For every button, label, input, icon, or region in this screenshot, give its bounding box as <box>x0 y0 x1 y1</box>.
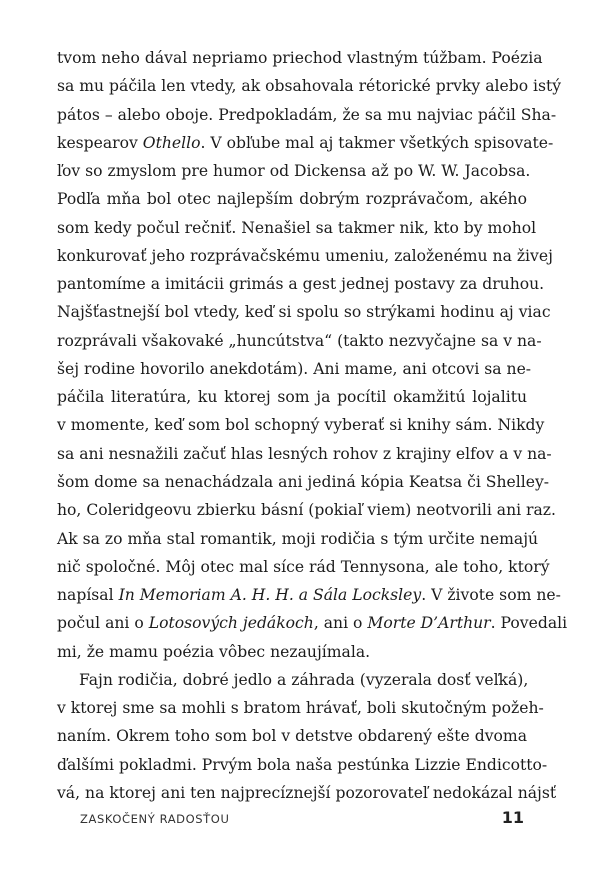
running-footer-title: ZASKOČENÝ RADOSŤOU <box>80 812 230 826</box>
text-run: rozprávali všakovaké „huncútstva“ (takto nezvyčajne sa v na- <box>57 331 542 350</box>
text-run: nič spoločné. Môj otec mal síce rád Tennysona, ale toho, ktorý <box>57 557 550 576</box>
italic-title: Morte D’Arthur <box>367 614 491 633</box>
text-run: . Povedali <box>490 614 568 633</box>
text-run: naním. Okrem toho som bol v detstve obdarený ešte dvoma <box>57 727 527 746</box>
text-line <box>57 157 531 185</box>
text-line <box>57 553 550 581</box>
text-line <box>57 722 527 750</box>
text-line <box>57 383 527 411</box>
text-line <box>57 72 562 100</box>
text-run: v ktorej sme sa mohli s bratom hrávať, boli skutočným požeh- <box>57 699 544 718</box>
text-run: kespearov <box>57 133 143 152</box>
text-run: počul ani o <box>57 614 149 633</box>
text-line <box>57 355 532 383</box>
text-line <box>57 44 543 72</box>
italic-title: Lotosových jedákoch <box>148 614 314 633</box>
text-line <box>57 468 550 496</box>
text-run: Fajn rodičia, dobré jedlo a záhrada (vyzerala dosť veľká), <box>79 670 529 689</box>
text-line <box>57 270 545 298</box>
text-run: pantomíme a imitácii grimás a gest jednej postavy za druhou. <box>57 275 545 294</box>
italic-title: Othello <box>142 133 201 152</box>
text-line <box>57 298 551 326</box>
text-line <box>57 411 545 439</box>
text-run: tvom neho dával nepriamo priechod vlastným túžbam. Poézia <box>57 49 543 67</box>
text-run: ho, Coleridgeovu zbierku básní (pokiaľ viem) neotvorili ani raz. <box>57 501 556 520</box>
text-run: šom dome sa nenachádzala ani jediná kópia Keatsa či Shelley- <box>57 472 550 491</box>
text-run: , ani o <box>313 614 368 633</box>
paragraph <box>57 44 568 666</box>
text-run: . V obľube mal aj takmer všetkých spisovate- <box>200 133 554 152</box>
text-run: Najšťastnejší bol vtedy, keď si spolu so strýkami hodinu aj viac <box>57 303 551 322</box>
text-line <box>57 666 527 694</box>
text-run: šej rodine hovorilo anekdotám). Ani mame, ani otcovi sa ne- <box>57 359 532 378</box>
text-line <box>57 694 544 722</box>
text-run: pátos – alebo oboje. Predpokladám, že sa mu najviac páčil Sha- <box>57 105 557 124</box>
text-line <box>57 327 542 355</box>
text-line <box>57 242 553 270</box>
text-run: konkurovať jeho rozprávačskému umeniu, založenému na živej <box>57 246 553 265</box>
text-run: som kedy počul rečniť. Nenašiel sa takmer nik, kto by mohol <box>57 218 537 237</box>
text-run: sa mu páčila len vtedy, ak obsahovala rétorické prvky alebo istý <box>57 77 562 96</box>
text-run: mi, že mamu poézia vôbec nezaujímala. <box>57 642 371 661</box>
text-run: páčila literatúra, ku ktorej som ja pocítil okamžitú lojalitu <box>57 388 527 407</box>
text-line <box>57 581 561 609</box>
text-run: ďalšími pokladmi. Prvým bola naša pestúnka Lizzie Endicotto- <box>57 755 548 774</box>
text-line <box>57 440 552 468</box>
body-text <box>57 44 568 807</box>
text-line <box>57 496 556 524</box>
text-run: Ak sa zo mňa stal romantik, moji rodičia s tým určite nemajú <box>57 529 539 548</box>
text-line <box>57 214 537 242</box>
text-run: napísal <box>57 586 119 605</box>
text-run: Podľa mňa bol otec najlepším dobrým rozprávačom, akého <box>57 190 527 209</box>
italic-title: In Memoriam A. H. H. a Sála Locksley <box>118 586 422 605</box>
page-number: 11 <box>501 808 524 827</box>
text-run: . V živote som ne- <box>421 586 561 605</box>
text-line <box>57 101 557 129</box>
text-run: ľov so zmyslom pre humor od Dickensa až po W. W. Jacobsa. <box>57 162 531 181</box>
text-line <box>57 525 539 553</box>
text-line <box>57 185 527 213</box>
paragraph <box>57 666 557 807</box>
text-run: v momente, keď som bol schopný vyberať si knihy sám. Nikdy <box>57 416 545 435</box>
text-line <box>57 638 527 666</box>
text-run: vá, na ktorej ani ten najprecíznejší pozorovateľ nedokázal nájsť <box>57 783 557 802</box>
text-line <box>57 779 557 807</box>
text-line <box>57 129 554 157</box>
text-line <box>57 751 548 779</box>
text-run: sa ani nesnažili začuť hlas lesných rohov z krajiny elfov a v na- <box>57 444 552 463</box>
text-line <box>57 609 568 637</box>
